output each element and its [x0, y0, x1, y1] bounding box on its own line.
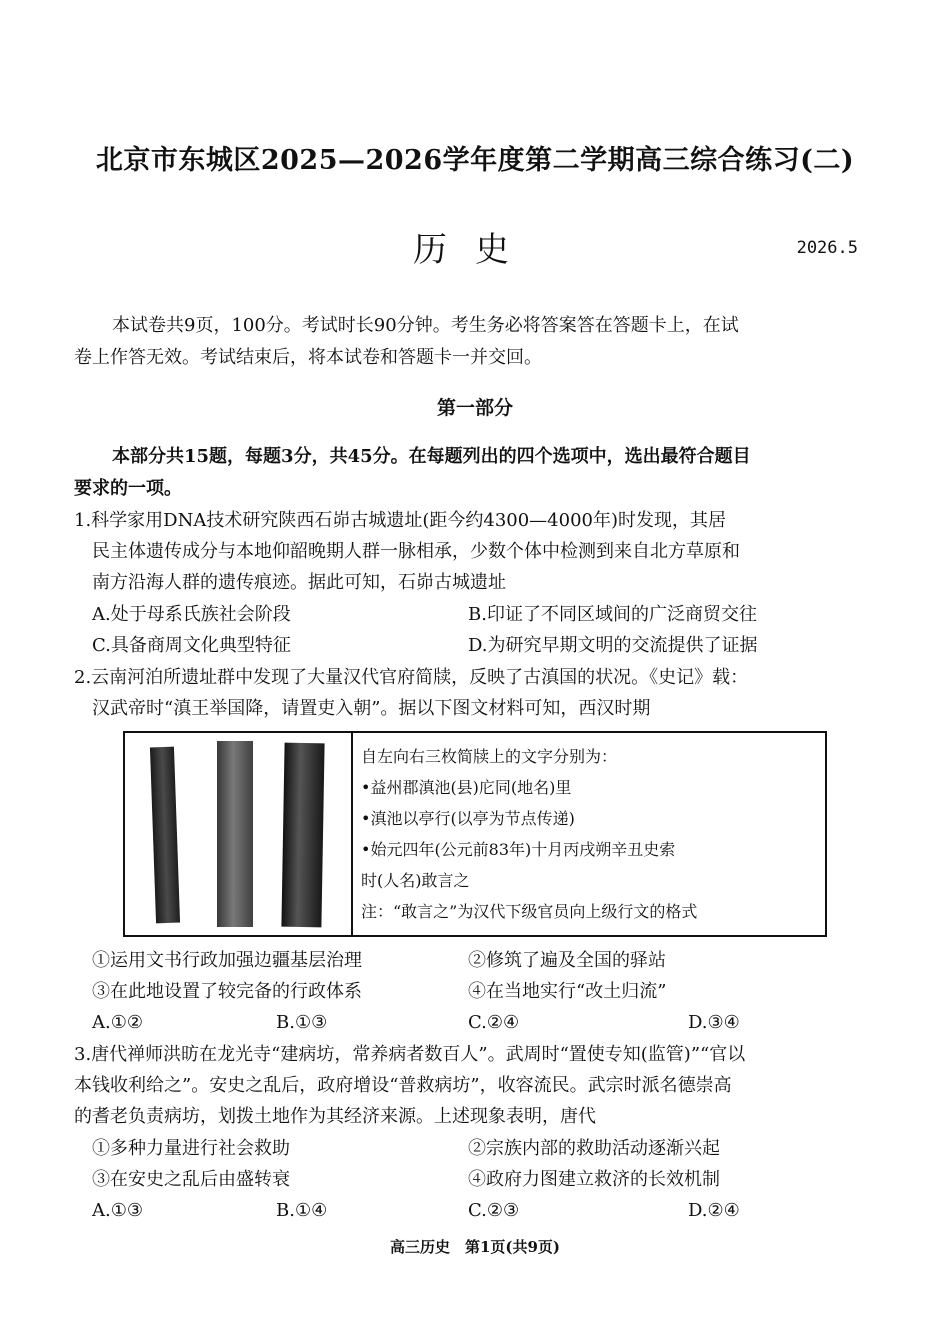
q3-choice-a[interactable]: A.①③ — [92, 1200, 143, 1221]
q2-statement-1: ①运用文书行政加强边疆基层治理 — [92, 950, 362, 971]
figure-note: 注：“敢言之”为汉代下级官员向上级行文的格式 — [361, 902, 698, 921]
bamboo-slip-right — [281, 743, 324, 928]
q3-statement-2: ②宗族内部的救助活动逐渐兴起 — [468, 1138, 720, 1159]
q2-choice-a[interactable]: A.①② — [92, 1012, 143, 1033]
subject-title: 历史 — [413, 230, 537, 270]
q3-choice-b[interactable]: B.①④ — [276, 1200, 328, 1221]
q2-choice-c[interactable]: C.②④ — [468, 1012, 520, 1033]
instructions-line-2: 卷上作答无效。考试结束后，将本试卷和答题卡一并交回。 — [74, 347, 542, 368]
figure-text-line-3: •滇池以亭行(以亭为节点传递) — [361, 809, 575, 828]
figure-text-line-1: 自左向右三枚简牍上的文字分别为： — [361, 747, 618, 766]
exam-title: 北京市东城区2025—2026学年度第二学期高三综合练习(二) — [95, 145, 855, 176]
section-desc-line-1: 本部分共15题，每题3分，共45分。在每题列出的四个选项中，选出最符合题目 — [112, 446, 751, 467]
q3-stem-line-2: 本钱收利给之”。安史之乱后，政府增设“普救病坊”，收容流民。武宗时派名德崇高 — [74, 1075, 732, 1096]
q3-statement-4: ④政府力图建立救济的长效机制 — [468, 1169, 720, 1190]
q3-stem-line-3: 的耆老负责病坊，划拨土地作为其经济来源。上述现象表明，唐代 — [74, 1106, 596, 1127]
q3-statement-3: ③在安史之乱后由盛转衰 — [92, 1169, 290, 1190]
q3-choice-d[interactable]: D.②④ — [688, 1200, 740, 1221]
q1-stem-line-1: 1.科学家用DNA技术研究陕西石峁古城遗址(距今约4300—4000年)时发现，其居 — [74, 510, 727, 531]
q2-stem-line-2: 汉武帝时“滇王举国降，请置吏入朝”。据以下图文材料可知，西汉时期 — [92, 698, 651, 719]
q1-option-c[interactable]: C.具备商周文化典型特征 — [92, 635, 291, 656]
q2-choice-d[interactable]: D.③④ — [688, 1012, 740, 1033]
q3-statement-1: ①多种力量进行社会救助 — [92, 1138, 290, 1159]
figure-text-line-2: •益州郡滇池(县)庀同(地名)里 — [361, 778, 572, 797]
exam-date: 2026.5 — [796, 238, 858, 258]
instructions-line-1: 本试卷共9页，100分。考试时长90分钟。考生务必将答案答在答题卡上，在试 — [112, 315, 739, 336]
q1-option-a[interactable]: A.处于母系氏族社会阶段 — [92, 604, 291, 625]
figure-text-line-4: •始元四年(公元前83年)十月丙戌朔辛丑史索 — [361, 840, 676, 859]
page-footer: 高三历史 第1页(共9页) — [389, 1238, 561, 1256]
q2-choice-b[interactable]: B.①③ — [276, 1012, 328, 1033]
bamboo-slips-figure — [123, 731, 827, 937]
q2-stem-line-1: 2.云南河泊所遗址群中发现了大量汉代官府简牍，反映了古滇国的状况。《史记》载： — [74, 667, 749, 688]
section-desc-line-2: 要求的一项。 — [74, 478, 182, 499]
q2-statement-2: ②修筑了遍及全国的驿站 — [468, 950, 666, 971]
section-title: 第一部分 — [436, 397, 513, 419]
q2-statement-3: ③在此地设置了较完备的行政体系 — [92, 981, 362, 1002]
q1-option-b[interactable]: B.印证了不同区域间的广泛商贸交往 — [468, 604, 757, 625]
q1-stem-line-3: 南方沿海人群的遗传痕迹。据此可知，石峁古城遗址 — [92, 572, 506, 593]
q1-stem-line-2: 民主体遗传成分与本地仰韶晚期人群一脉相承，少数个体中检测到来自北方草原和 — [92, 541, 740, 562]
q3-choice-c[interactable]: C.②③ — [468, 1200, 520, 1221]
bamboo-slip-middle — [217, 741, 253, 927]
bamboo-slip-left — [150, 747, 180, 924]
figure-text-line-5: 时(人名)敢言之 — [361, 871, 470, 890]
q3-stem-line-1: 3.唐代禅师洪昉在龙光寺“建病坊，常养病者数百人”。武周时“置使专知(监管)”“官以 — [74, 1044, 746, 1065]
q1-option-d[interactable]: D.为研究早期文明的交流提供了证据 — [468, 635, 758, 656]
figure-divider — [351, 733, 353, 935]
q2-statement-4: ④在当地实行“改土归流” — [468, 981, 667, 1002]
